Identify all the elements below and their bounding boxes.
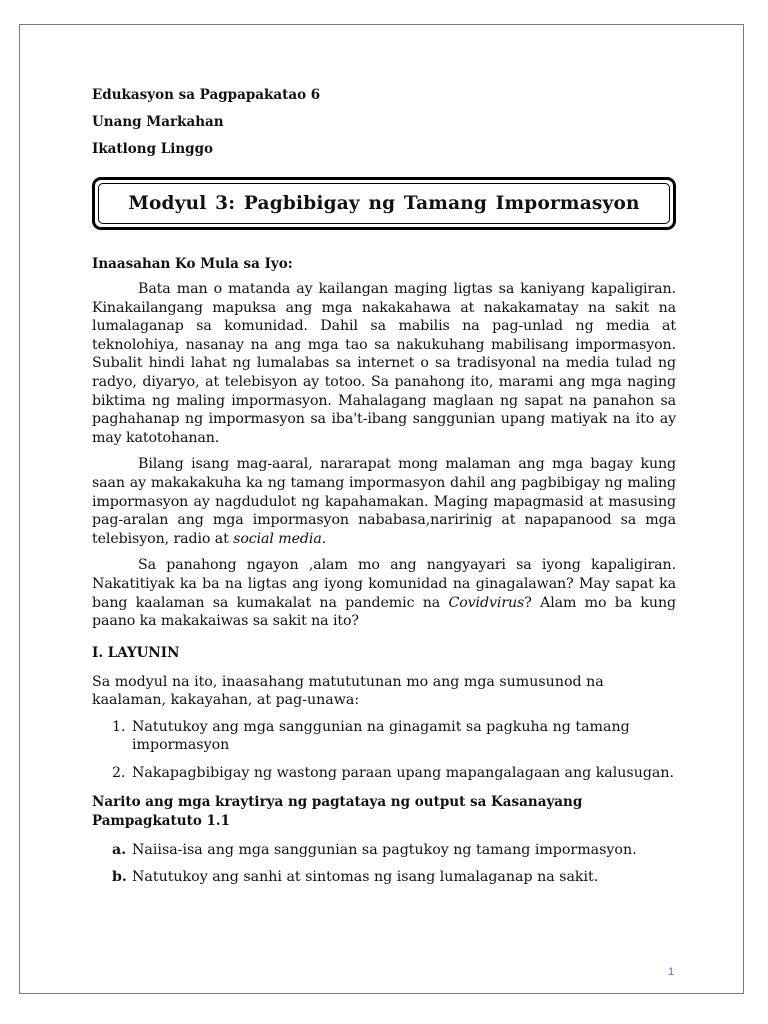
criteria-item — [92, 868, 676, 887]
criteria-item — [92, 841, 676, 860]
objective-item: 1. Natutukoy ang mga sanggunian na ginagamit sa pagkuha ng tamang impormasyon — [130, 718, 676, 755]
paragraph-2: Bilang isang mag-aaral, nararapat mong malaman ang mga bagay kung saan ay makakakuha ka ng tamang impormasyon dahil ang pagbibigay ng maling impormasyon ay nagdudulot ng kapahamakan. Maging mapagmasid at masusing pag-aralan ang mga impormasyon nababasa,naririnig at napapanood sa mga telebisyon, radio at social media. — [92, 456, 676, 547]
week-line: Ikatlong Linggo — [92, 141, 214, 157]
criteria-text: Naiisa-isa ang mga sanggunian sa pagtukoy ng tamang impormasyon. — [132, 841, 637, 858]
paragraph-3: Sa panahong ngayon ,alam mo ang nangyayari sa iyong kapaligiran. Nakatitiyak ka ba na ligtas ang iyong komunidad na ginagalawan? May sapat ka bang kaalaman sa kumakalat na pandemic na Covidvirus? Alam mo ba kung paano ka makakaiwas sa sakit na ito? — [92, 557, 676, 630]
criteria-text: Natutukoy ang sanhi at sintomas ng isang lumalaganap na sakit. — [132, 869, 599, 886]
criteria-letter: b. — [112, 869, 127, 886]
subject-line: Edukasyon sa Pagpapakatao 6 — [92, 87, 321, 103]
quarter-line: Unang Markahan — [92, 114, 224, 130]
objectives-list — [92, 718, 676, 783]
module-title: Modyul 3: Pagbibigay ng Tamang Impormasyon — [98, 183, 670, 224]
document-content — [92, 86, 676, 887]
paragraph-1: Bata man o matanda ay kailangan maging ligtas sa kaniyang kapaligiran. Kinakailangang mapuksa ang mga nakakahawa at nakakamatay na sakit na lumalaganap sa komunidad. Dahil sa mabilis na pag-unlad ng media at teknolohiya, nasanay na ang mga tao sa nakukuhang mabilisang impormasyon. Subalit hindi lahat ng lumalabas sa internet o sa tradisyonal na media tulad ng radyo, diyaryo, at telebisyon ay totoo. Sa panahong ito, marami ang mga naging biktima ng maling impormasyon. Mahalagang maglaan ng sapat na panahon sa paghahanap ng impormasyon sa iba't-ibang sanggunian upang matiyak na ito ay may katotohanan. — [92, 281, 676, 446]
page-number: 1 — [668, 966, 675, 978]
module-title-box — [92, 177, 676, 230]
objectives-intro: Sa modyul na ito, inaasahang matututunan mo ang mga sumusunod na kaalaman, kakayahan, at pag-unawa: — [92, 673, 604, 709]
expectations-heading: Inaasahan Ko Mula sa Iyo: — [92, 256, 293, 272]
objectives-heading: I. LAYUNIN — [92, 644, 180, 661]
criteria-heading: Narito ang mga kraytirya ng pagtataya ng output sa Kasanayang Pampagkatuto 1.1 — [92, 793, 583, 829]
criteria-letter: a. — [112, 841, 127, 858]
objective-item: 2. Nakapagbibigay ng wastong paraan upang mapangalagaan ang kalusugan. — [130, 764, 676, 783]
